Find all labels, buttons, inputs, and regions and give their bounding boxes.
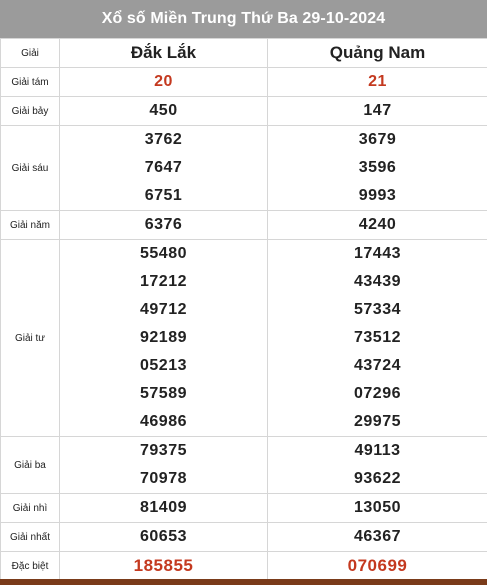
province-1-header: Đắk Lắk	[60, 39, 268, 68]
prize-row-giai-sau	[1, 126, 487, 211]
page-title: Xổ số Miền Trung Thứ Ba 29-10-2024	[0, 0, 487, 38]
prize-cell-p2	[268, 68, 487, 97]
prize-number: 450	[149, 102, 178, 119]
prize-number: 20	[154, 73, 173, 90]
prize-cell-p1	[60, 552, 268, 581]
prize-number: 6751	[144, 187, 183, 204]
prize-number: 93622	[354, 470, 401, 487]
prize-cell-p2	[268, 126, 487, 211]
prize-row-giai-tu	[1, 240, 487, 437]
jackpot-number: 070699	[347, 556, 408, 575]
prize-row-giai-ba	[1, 437, 487, 494]
prize-number: 60653	[140, 528, 187, 545]
prize-number: 92189	[140, 329, 187, 346]
prize-cell-p2	[268, 437, 487, 494]
prize-cell-p2	[268, 552, 487, 581]
prize-row-giai-nhat	[1, 523, 487, 552]
prize-number: 4240	[358, 216, 397, 233]
prize-label: Giải nhất	[1, 523, 60, 552]
prize-cell-p1	[60, 523, 268, 552]
prize-label: Giải năm	[1, 211, 60, 240]
prize-label: Giải nhì	[1, 494, 60, 523]
prize-number: 21	[368, 73, 387, 90]
prize-cell-p2	[268, 494, 487, 523]
prize-number: 7647	[144, 159, 183, 176]
prize-cell-p2	[268, 240, 487, 437]
prize-number: 46367	[354, 528, 401, 545]
prize-number: 57589	[140, 385, 187, 402]
prize-number: 57334	[354, 301, 401, 318]
prize-label: Giải sáu	[1, 126, 60, 211]
prize-number: 3679	[358, 131, 397, 148]
prize-number: 17443	[354, 245, 401, 262]
prize-number: 73512	[354, 329, 401, 346]
prize-row-giai-bay	[1, 97, 487, 126]
prize-number: 49712	[140, 301, 187, 318]
prize-label: Giải tám	[1, 68, 60, 97]
prize-cell-p2	[268, 211, 487, 240]
prize-number: 81409	[140, 499, 187, 516]
prize-number: 147	[363, 102, 392, 119]
prize-row-giai-nam	[1, 211, 487, 240]
prize-label: Giải tư	[1, 240, 60, 437]
province-2-header: Quảng Nam	[268, 39, 487, 68]
prize-number: 6376	[144, 216, 183, 233]
bottom-divider	[0, 579, 487, 585]
prize-number: 46986	[140, 413, 187, 430]
prize-cell-p1	[60, 240, 268, 437]
prize-number: 43439	[354, 273, 401, 290]
prize-number: 55480	[140, 245, 187, 262]
prize-cell-p1	[60, 494, 268, 523]
prize-number: 07296	[354, 385, 401, 402]
prize-number: 49113	[354, 442, 401, 459]
prize-cell-p1	[60, 211, 268, 240]
prize-label: Giải ba	[1, 437, 60, 494]
prize-cell-p1	[60, 97, 268, 126]
prize-label: Giải bảy	[1, 97, 60, 126]
prize-row-dac-biet	[1, 552, 487, 581]
jackpot-number: 185855	[133, 556, 194, 575]
header-label-col: Giải	[1, 39, 60, 68]
table-header-row	[1, 39, 487, 68]
prize-cell-p1	[60, 68, 268, 97]
prize-number: 17212	[140, 273, 187, 290]
prize-number: 13050	[354, 499, 401, 516]
prize-cell-p2	[268, 523, 487, 552]
prize-cell-p1	[60, 126, 268, 211]
results-table	[0, 38, 487, 581]
prize-row-giai-tam	[1, 68, 487, 97]
prize-number: 70978	[140, 470, 187, 487]
prize-label: Đặc biệt	[1, 552, 60, 581]
prize-cell-p1	[60, 437, 268, 494]
prize-number: 9993	[358, 187, 397, 204]
prize-number: 05213	[140, 357, 187, 374]
prize-number: 43724	[354, 357, 401, 374]
prize-number: 3762	[144, 131, 183, 148]
prize-number: 3596	[358, 159, 397, 176]
prize-row-giai-nhi	[1, 494, 487, 523]
prize-cell-p2	[268, 97, 487, 126]
prize-number: 79375	[140, 442, 187, 459]
prize-number: 29975	[354, 413, 401, 430]
